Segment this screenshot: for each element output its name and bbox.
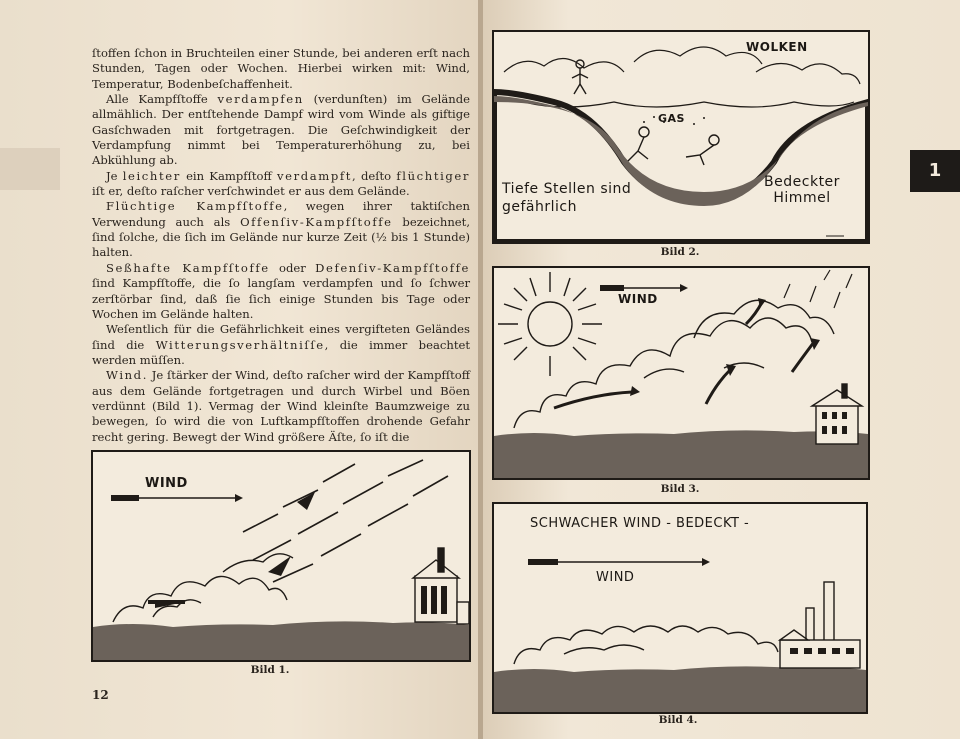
figure-3-caption: Bild 3. <box>660 483 700 495</box>
spaced-term: verdampfen <box>217 92 304 107</box>
spaced-term: Defenſiv-Kampfſtoffe <box>315 260 470 275</box>
paragraph <box>92 169 470 200</box>
text-run: iſt er, deſto raſcher verſchwindet er aus dem Gelände. <box>92 184 410 199</box>
spaced-term: Offenſiv-Kampfſtoffe <box>240 214 393 229</box>
spaced-term: verdampft <box>276 168 353 183</box>
text-run: Weſentlich für die Gefährlichkeit eines vergifteten Geländes ſind die <box>92 322 470 352</box>
figure-2-left-label: Tiefe Stellen sind gefährlich <box>502 181 632 215</box>
spaced-term: Flüchtige Kampfſtoffe <box>106 199 284 214</box>
text-run: ſind Kampfſtoffe, die ſo langſam verdampfen und ſo ſchwer zerſtörbar ſind, daß ſie ſich einige Stunden bis Tage oder Wochen im Gelände halten. <box>92 276 470 321</box>
paragraph: ſtoffen ſchon in Bruchteilen einer Stunde, bei anderen erſt nach Stunden, Tagen oder Wochen. Hierbei wirken mit: Wind, Temperatur, Bodenbeſchaffenheit. <box>92 46 470 91</box>
figure-2-gas-in-hollow <box>492 30 870 244</box>
figure-2-gas-label: GAS <box>658 112 685 125</box>
text-run: ein Kampfſtoff <box>186 168 272 183</box>
text-run: , wegen ihrer taktiſchen Verwendung auch als <box>92 199 470 229</box>
text-run: Alle Kampfſtoffe <box>106 92 208 107</box>
paragraph <box>92 261 470 322</box>
figure-4-wind-label: WIND <box>596 570 635 585</box>
figure-1-wind-illustration <box>91 450 471 662</box>
chapter-tab-right: 1 <box>910 150 960 192</box>
spaced-term: Seßhafte Kampfſtoffe <box>106 260 270 275</box>
body-text <box>92 46 470 445</box>
page-number: 12 <box>92 688 109 702</box>
figure-2-right-label: Bedeckter Himmel <box>764 174 840 206</box>
spaced-term: Wind. <box>106 368 148 383</box>
paragraph <box>92 92 470 169</box>
spaced-term: leichter <box>122 168 181 183</box>
figure-4-drawing <box>494 504 866 712</box>
paragraph <box>92 199 470 260</box>
figure-3-wind-label: WIND <box>618 292 658 306</box>
figure-2-clouds-label: WOLKEN <box>746 40 808 54</box>
text-run: oder <box>278 260 306 275</box>
paragraph <box>92 322 470 368</box>
text-run: , die immer beachtet werden müſſen. <box>92 337 470 367</box>
figure-2-caption: Bild 2. <box>660 246 700 258</box>
paragraph <box>92 368 470 445</box>
figure-4-title: SCHWACHER WIND - BEDECKT - <box>530 516 750 531</box>
figure-3-drawing <box>494 268 868 478</box>
text-run: Je <box>106 168 118 183</box>
text-run: (verdunſten) im Gelände allmählich. Der entſtehende Dampf wird vom Winde als giftige Gasſchwaden mit fortgetragen. Die Geſchwindigkeit der Verdampfung nimmt bei Temperaturerhöhung zu, bei Abkühlung ab. <box>92 92 470 168</box>
figure-1-caption: Bild 1. <box>250 664 290 676</box>
figure-3-sun-wind-illustration <box>492 266 870 480</box>
figure-4-weak-wind-overcast <box>492 502 868 714</box>
spaced-term: flüchtiger <box>396 168 471 183</box>
figure-1-wind-label: WIND <box>145 476 188 491</box>
figure-4-caption: Bild 4. <box>658 714 698 726</box>
spaced-term: Witterungsverhältniſſe <box>155 337 325 352</box>
text-run: bezeichnet, ſind ſolche, die ſich im Gelände nur kurze Zeit (½ bis 1 Stunde) halten. <box>92 214 471 260</box>
chapter-tab-left <box>0 148 60 190</box>
text-run: Je ſtärker der Wind, deſto raſcher wird der Kampfſtoff aus dem Gelände fortgetragen und durch Wirbel und Böen verdünnt (Bild 1). Vermag der Wind kleinſte Baumzweige zu bewegen, ſo wird die von Luftkampfſtoffen drohende Gefahr recht gering. Bewegt der Wind größere Äſte, ſo iſt die <box>92 368 470 444</box>
text-run: , deſto <box>352 168 392 183</box>
